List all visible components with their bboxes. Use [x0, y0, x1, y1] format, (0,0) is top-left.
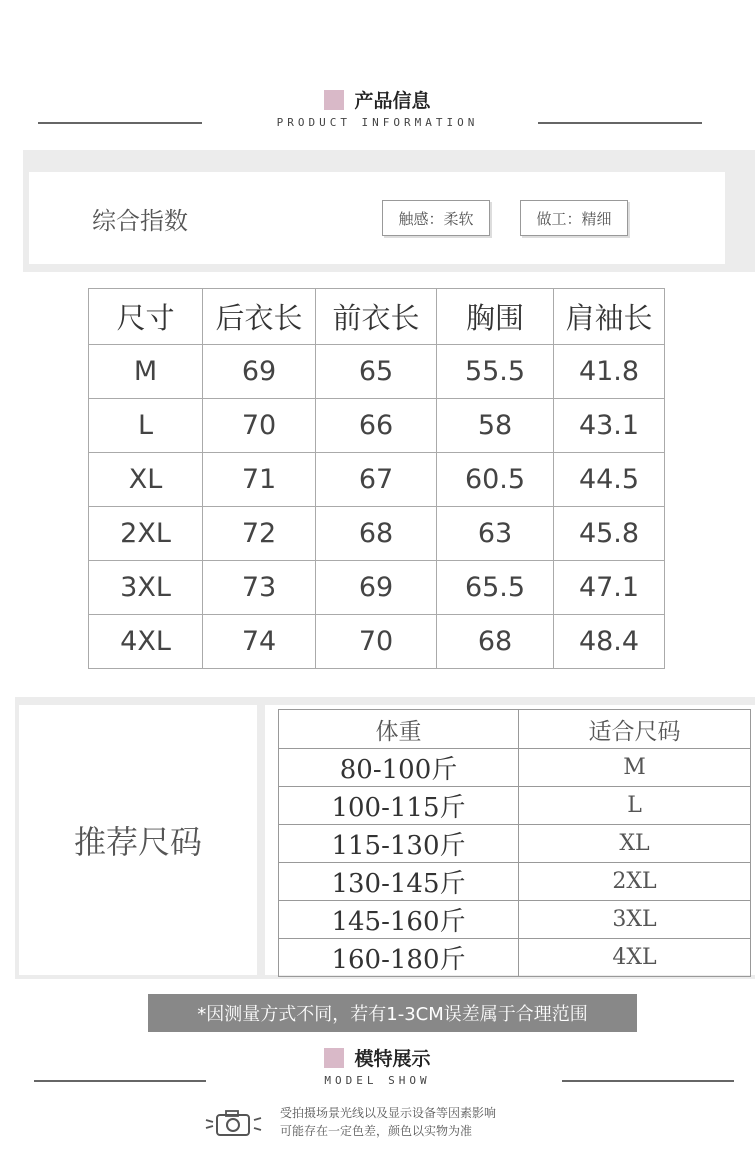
table-cell: 63	[437, 507, 554, 561]
product-info-subtitle: PRODUCT INFORMATION	[276, 116, 479, 129]
composite-index-label: 综合指数	[29, 172, 251, 264]
model-show-header	[0, 1040, 755, 1096]
table-row	[279, 825, 751, 863]
table-cell: 68	[316, 507, 437, 561]
divider-left	[38, 122, 202, 124]
table-row	[279, 901, 751, 939]
header-size: 尺寸	[89, 289, 203, 345]
table-cell: 41.8	[554, 345, 665, 399]
model-show-title: 模特展示	[354, 1048, 431, 1070]
header-fit-size: 适合尺码	[519, 710, 751, 749]
table-cell: M	[519, 749, 751, 787]
table-cell: 73	[203, 561, 316, 615]
header-chest: 胸围	[437, 289, 554, 345]
recommended-size-label: 推荐尺码	[19, 705, 257, 975]
table-cell: 69	[203, 345, 316, 399]
table-cell: XL	[89, 453, 203, 507]
table-cell: 55.5	[437, 345, 554, 399]
header-weight: 体重	[279, 710, 519, 749]
disclaimer-line-1: 受拍摄场景光线以及显示设备等因素影响	[280, 1106, 497, 1120]
disclaimer-line-2: 可能存在一定色差，颜色以实物为准	[280, 1124, 473, 1138]
table-row	[279, 749, 751, 787]
tag-touch: 触感：柔软	[382, 200, 490, 236]
table-cell: 2XL	[89, 507, 203, 561]
table-cell: 3XL	[519, 901, 751, 939]
divider-left	[34, 1080, 206, 1082]
table-cell: 4XL	[89, 615, 203, 669]
table-row	[279, 863, 751, 901]
tag-workmanship: 做工：精细	[520, 200, 628, 236]
table-row	[89, 345, 665, 399]
recommended-size-table	[278, 709, 751, 977]
table-cell: 48.4	[554, 615, 665, 669]
table-cell: 145-160斤	[279, 901, 519, 939]
table-cell: L	[89, 399, 203, 453]
header-front-length: 前衣长	[316, 289, 437, 345]
table-cell: 2XL	[519, 863, 751, 901]
table-row	[89, 399, 665, 453]
table-cell: M	[89, 345, 203, 399]
table-cell: 43.1	[554, 399, 665, 453]
table-cell: 70	[316, 615, 437, 669]
table-row	[89, 615, 665, 669]
table-cell: 115-130斤	[279, 825, 519, 863]
table-cell: 60.5	[437, 453, 554, 507]
table-cell: 4XL	[519, 939, 751, 977]
size-table-header	[89, 289, 665, 345]
table-cell: 65	[316, 345, 437, 399]
table-cell: 100-115斤	[279, 787, 519, 825]
color-disclaimer	[280, 1104, 496, 1140]
accent-square-icon	[324, 1048, 344, 1068]
table-cell: 69	[316, 561, 437, 615]
table-row	[89, 507, 665, 561]
model-show-subtitle: MODEL SHOW	[324, 1074, 431, 1087]
table-cell: 66	[316, 399, 437, 453]
table-cell: 65.5	[437, 561, 554, 615]
table-cell: 47.1	[554, 561, 665, 615]
divider-right	[538, 122, 702, 124]
table-cell: 45.8	[554, 507, 665, 561]
header-shoulder-sleeve: 肩袖长	[554, 289, 665, 345]
table-cell: 71	[203, 453, 316, 507]
camera-icon	[204, 1108, 264, 1138]
rec-table-header	[279, 710, 751, 749]
table-row	[89, 453, 665, 507]
table-cell: XL	[519, 825, 751, 863]
table-row	[279, 787, 751, 825]
table-row	[279, 939, 751, 977]
table-cell: 74	[203, 615, 316, 669]
divider-right	[562, 1080, 734, 1082]
table-row	[89, 561, 665, 615]
table-cell: 160-180斤	[279, 939, 519, 977]
table-cell: 67	[316, 453, 437, 507]
table-cell: L	[519, 787, 751, 825]
accent-square-icon	[324, 90, 344, 110]
size-table	[88, 288, 665, 669]
table-cell: 58	[437, 399, 554, 453]
table-cell: 68	[437, 615, 554, 669]
table-cell: 130-145斤	[279, 863, 519, 901]
product-info-header	[0, 80, 755, 140]
measurement-note: *因测量方式不同，若有1-3CM误差属于合理范围	[148, 994, 637, 1032]
table-cell: 80-100斤	[279, 749, 519, 787]
table-cell: 44.5	[554, 453, 665, 507]
product-info-title: 产品信息	[354, 90, 431, 112]
header-back-length: 后衣长	[203, 289, 316, 345]
table-cell: 70	[203, 399, 316, 453]
table-cell: 3XL	[89, 561, 203, 615]
table-cell: 72	[203, 507, 316, 561]
